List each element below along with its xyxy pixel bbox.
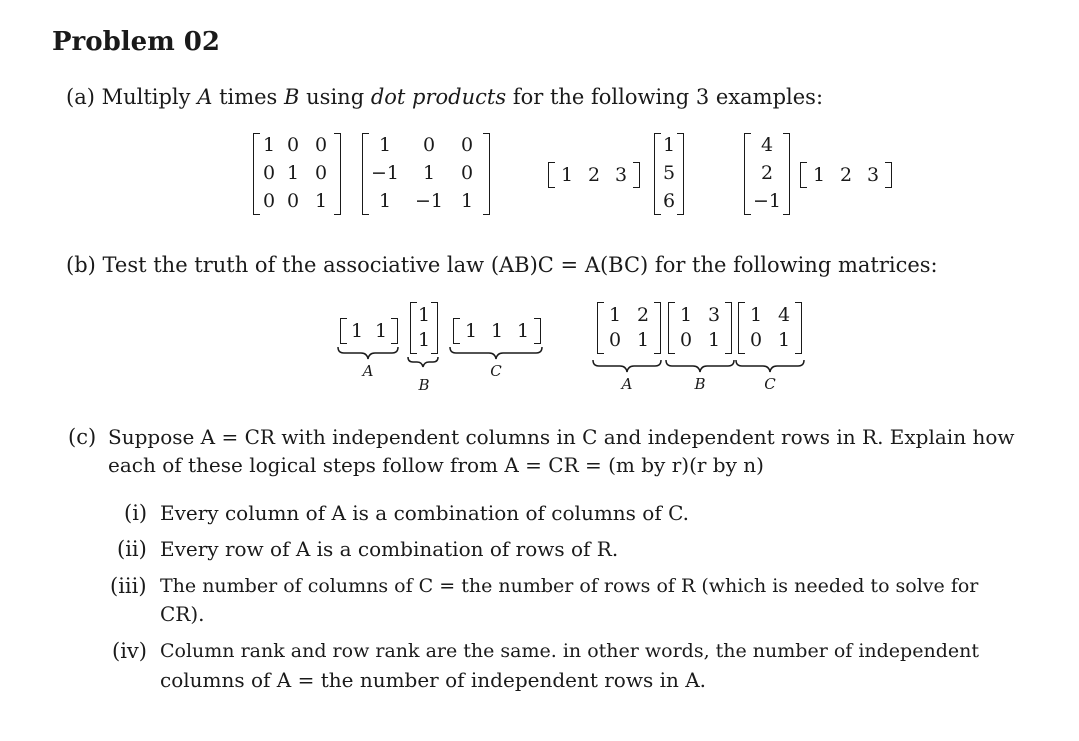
item-text-cont: columns of A = the number of independent rows in A. <box>160 668 707 692</box>
item-num: (iv) <box>112 639 147 663</box>
matrix-cell: 1 <box>707 329 721 351</box>
label-b1: B <box>418 376 430 394</box>
matrix-cell: 1 <box>422 162 436 184</box>
vector-cell: 2 <box>760 162 774 184</box>
vector-cell: 1 <box>490 320 504 342</box>
matrix-cell: 1 <box>608 304 622 326</box>
label-b2: B <box>694 375 706 393</box>
matrix-cell: 2 <box>636 304 650 326</box>
label-c2: C <box>764 375 776 393</box>
matrix-cell: 1 <box>777 329 791 351</box>
matrix-b-2x2 <box>668 302 732 354</box>
underbrace-a2 <box>593 360 661 372</box>
vector-cell: 4 <box>760 134 774 156</box>
matrix-cell: 1 <box>749 304 763 326</box>
var-a: A <box>197 85 213 109</box>
vector-cell: 1 <box>560 164 574 186</box>
vector-cell: 2 <box>839 164 853 186</box>
matrix-cell: 0 <box>749 329 763 351</box>
part-c-label: (c) <box>68 425 97 449</box>
underbrace-b1 <box>408 357 438 367</box>
vector-cell: 1 <box>516 320 530 342</box>
vector-cell: 6 <box>662 190 676 212</box>
dot-products-phrase: dot products <box>370 85 507 109</box>
vector-cell: 5 <box>662 162 676 184</box>
part-a-t2: times <box>219 85 278 109</box>
label-a1: A <box>362 362 374 380</box>
vector-cell: 1 <box>374 320 388 342</box>
item-text: Column rank and row rank are the same. in other words, the number of independent <box>160 640 979 662</box>
vector-cell: 3 <box>866 164 880 186</box>
matrix-cell: 0 <box>314 162 328 184</box>
matrix-cell: 1 <box>636 329 650 351</box>
matrix-cell: 0 <box>422 134 436 156</box>
matrix-cell: 0 <box>608 329 622 351</box>
part-c-line2: each of these logical steps follow from A = CR = (m by r)(r by n) <box>108 453 764 477</box>
part-b-label: (b) <box>66 253 96 277</box>
matrix-cell: 0 <box>460 162 474 184</box>
vector-cell: 1 <box>662 134 676 156</box>
matrix-cell: 0 <box>286 134 300 156</box>
part-a-t3: using <box>306 85 365 109</box>
part-b-statement: Test the truth of the associative law (AB)C = A(BC) for the following matrices: <box>102 253 938 277</box>
matrix-cell: −1 <box>370 162 399 184</box>
problem-title: Problem 02 <box>52 27 220 57</box>
item-num: (i) <box>124 501 148 525</box>
part-a-label: (a) <box>66 85 95 109</box>
matrix-cell: 1 <box>262 134 276 156</box>
item-num: (iii) <box>110 574 147 598</box>
matrix-cell: 1 <box>286 162 300 184</box>
var-b: B <box>284 85 300 109</box>
part-a-t1: Multiply <box>101 85 191 109</box>
vector-cell: 1 <box>417 329 431 351</box>
matrix-cell: 0 <box>262 190 276 212</box>
vector-cell: 2 <box>587 164 601 186</box>
matrix-cell: 0 <box>679 329 693 351</box>
item-text: The number of columns of C = the number of rows of R (which is needed to solve for <box>160 575 979 597</box>
label-a2: A <box>621 375 633 393</box>
item-text: Every row of A is a combination of rows of R. <box>160 537 619 561</box>
matrix-cell: 1 <box>314 190 328 212</box>
vector-cell: 1 <box>417 304 431 326</box>
item-text-cont: CR). <box>160 602 205 626</box>
matrix-cell: 0 <box>286 190 300 212</box>
matrix-cell: 0 <box>460 134 474 156</box>
underbrace-b2 <box>666 360 734 372</box>
matrix-cell: 0 <box>262 162 276 184</box>
underbrace-c2 <box>736 360 804 372</box>
matrix-cell: 1 <box>378 190 392 212</box>
item-text: Every column of A is a combination of columns of C. <box>160 501 690 525</box>
part-a-t4: for the following 3 examples: <box>512 85 824 109</box>
matrix-a-2x2 <box>597 302 661 354</box>
vector-cell: −1 <box>752 190 781 212</box>
vector-cell: 3 <box>614 164 628 186</box>
matrix-cell: 4 <box>777 304 791 326</box>
label-c1: C <box>490 362 502 380</box>
part-c-line1: Suppose A = CR with independent columns in C and independent rows in R. Explain how <box>108 425 1015 449</box>
matrix-cell: 1 <box>679 304 693 326</box>
underbrace-a1 <box>338 347 398 359</box>
matrix-cell: 0 <box>314 134 328 156</box>
item-num: (ii) <box>117 537 147 561</box>
matrix-cell: 3 <box>707 304 721 326</box>
matrix-cell: 1 <box>378 134 392 156</box>
vector-cell: 1 <box>812 164 826 186</box>
matrix-c-2x2 <box>738 302 802 354</box>
matrix-cell: 1 <box>460 190 474 212</box>
matrix-cell: −1 <box>414 190 443 212</box>
vector-cell: 1 <box>350 320 364 342</box>
vector-cell: 1 <box>464 320 478 342</box>
underbrace-c1 <box>450 347 542 359</box>
